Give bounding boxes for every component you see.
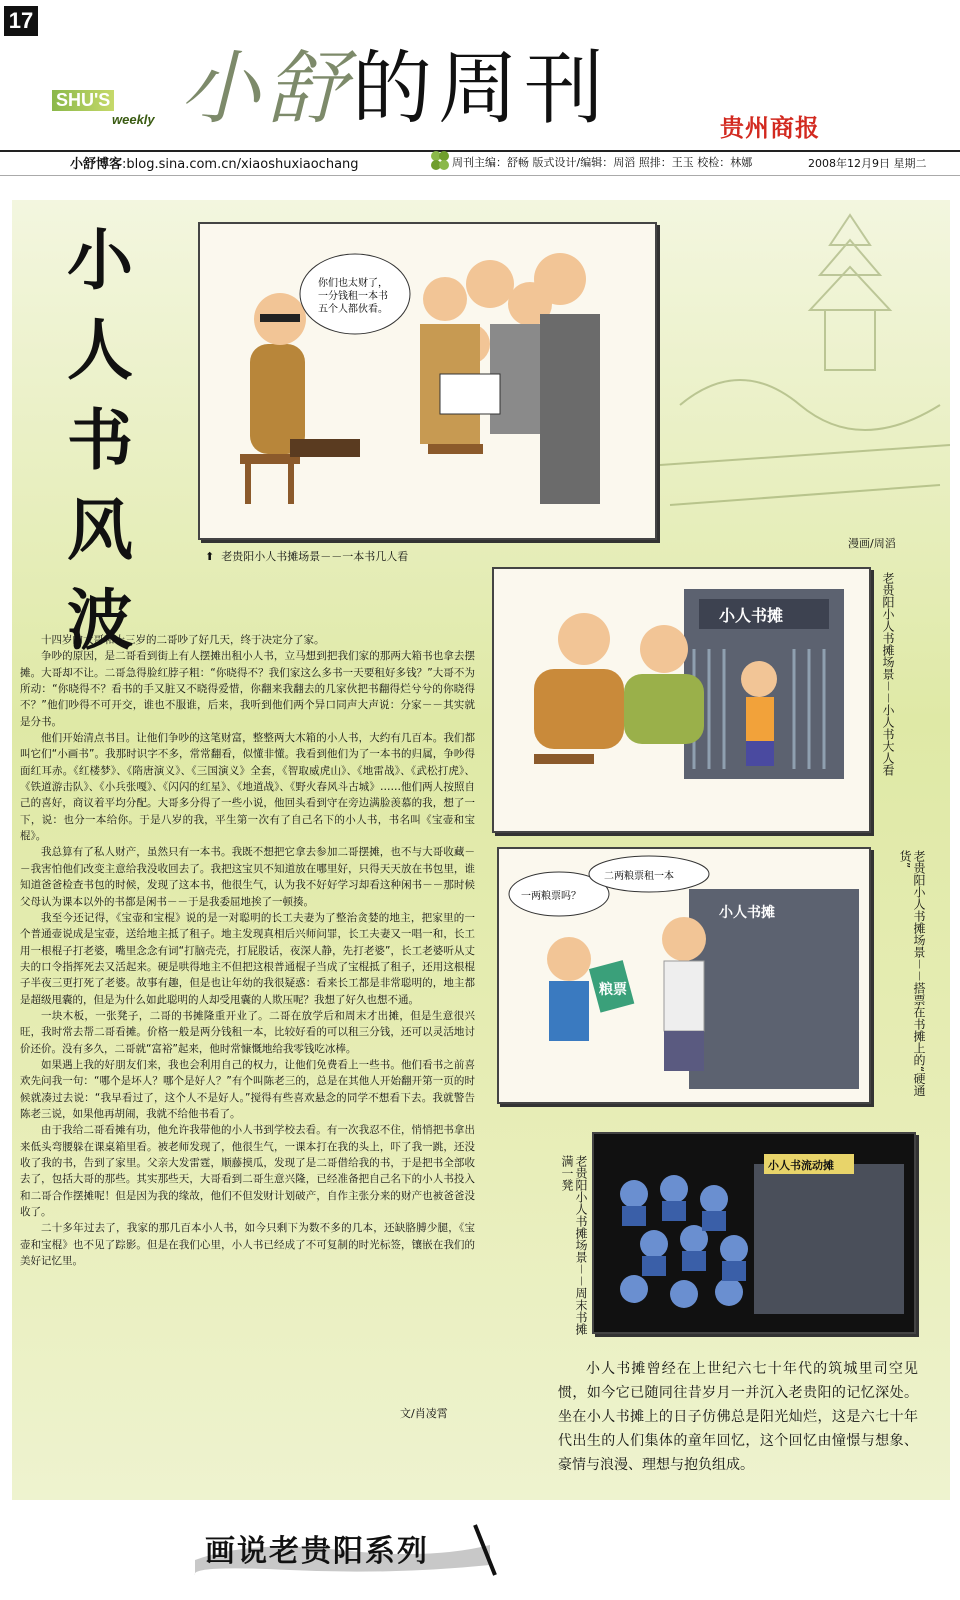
caption-1-text: 老贵阳小人书摊场景－－一本书几人看 [221,550,409,563]
feature-title-char: 书 [67,401,133,479]
cartoon-adults-reading [494,569,869,831]
feature-title-char: 波 [67,581,133,659]
illustration-3 [497,847,871,1104]
feature-title-char: 风 [67,491,133,569]
masthead-rest: 的周刊 [352,42,610,135]
article-paragraph: 如果遇上我的好朋友们来，我也会利用自己的权力，让他们免费看上一些书。他们看书之前喜欢先问我一句：“哪个是坏人？哪个是好人？”有个叫陈老三的，总是在其他人开始翻开第一页的时候就凑过去说：“我早看过了，这个人不是好人。”搅得有些喜欢悬念的同学不想看下去。我就警告陈老三说，如果他再胡闹，我就不给他书看了。 [20,1058,475,1120]
column-logo-suffix: weekly [112,112,155,127]
summary-text [558,1357,918,1477]
summary-paragraph: 小人书摊曾经在上世纪六七十年代的筑城里司空见惯，如今它已随同往昔岁月一并沉入老贵阳的记忆深处。坐在小人书摊上的日子仿佛总是阳光灿烂，这是六七十年代出生的人们集体的童年回忆，这个回忆由憧憬与想象、豪情与浪漫、理想与抱负组成。 [558,1361,918,1473]
bookstall-sign-4: 小人书流动摊 [768,1159,834,1172]
blog-label: 小舒博客 [70,157,123,172]
bookstall-sign-3: 小人书摊 [719,905,775,921]
paper-name: 贵州商报 [720,114,820,142]
feature-title-char: 人 [67,311,133,389]
issue-date: 2008年12月9日 星期二 [808,157,927,170]
old-guiyang-scenery [660,205,950,525]
article-paragraph: 由于我给二哥看摊有功，他允许我带他的小人书到学校去看。有一次我忍不住，悄悄把书拿出来低头弯腰躲在课桌箱里看。被老师发现了，他很生气，一课本打在我的头上，吓了我一跳，还没收了我的书，告到了家里。父亲大发雷霆，顺藤摸瓜，发现了是二哥借给我的书，于是把书全部收去了，包括大哥的那些。其实那些天，大哥看到二哥生意兴隆，已经准备把自己名下的小人书投入和二哥合作摆摊呢！但是因为我的缘故，他们不但发财计划破产，自作主张分来的财产也被爸爸没收了。 [20,1124,475,1219]
column-logo-name: SHU'S [52,90,114,111]
illustration-2 [492,567,871,833]
article-paragraph: 我至今还记得，《宝壶和宝棍》说的是一对聪明的长工夫妻为了整治贪婪的地主，把家里的一个普通壶说成是宝壶，送给地主抵了租子。地主发现真相后兴师问罪，长工夫妻又一唱一和，长工用一根棍子打老婆，嘴里念念有词“打脑壳壳，打屁股话，夜深人静，先打老婆”，长工老婆听从丈夫的口令指挥死去又活起来。硬是哄得地主不但把这根普通棍子当成了宝棍抵了租子，还用这根棍子半夜三更打死了老婆。故事有趣，但是也让年幼的我很疑惑：看来长工都是非常聪明的，地主都是超级甩囊的，但是为什么如此聪明的人却受甩囊的人欺压呢？我想了好久也想不通。 [20,911,475,1006]
blog-line [70,153,359,172]
article-byline: 文/肖凌霄 [400,1407,448,1420]
article-body [20,632,475,1269]
feature-title [55,215,145,665]
caption-1 [205,548,408,564]
header-rule [0,150,960,152]
credits-line: 周刊主编：舒畅 版式设计/编辑：周滔 照排：王玉 校检：林娜 [452,156,753,169]
cartoon-readers-crowd [200,224,655,538]
article-paragraph: 他们开始清点书目。让他们争吵的这笔财富，整整两大木箱的小人书，大约有几百本。我们都叫它们“小画书”。我那时识字不多，常常翻看，似懂非懂。我看到他们为了一本书的归属，争吵得面红耳赤。《红楼梦》、《隋唐演义》、《三国演义》全套，《智取威虎山》、《地雷战》、《武松打虎》、《铁道游击队》、《小兵张嘎》、《闪闪的红星》、《地道战》、《野火春风斗古城》……他们两人按照自己的喜好，商议着平均分配。大哥多分得了一些小说，他回头看到守在旁边满脸羡慕的我，想了一下，说：也分一本给你。于是八岁的我，平生第一次有了自己名下的小人书，书名叫《宝壶和宝棍》。 [20,732,475,843]
speech-bubble-1: 你们也太财了，一分钱租一本书五个人都伙看。 [318,278,388,315]
article-paragraph: 争吵的原因，是二哥看到街上有人摆摊出租小人书，立马想到把我们家的那两大箱书也拿去摆摊。大哥却不让。二哥急得脸红脖子粗：“你晓得不？我们家这么多书一天要租好多钱？”大哥不为所动：“你晓得不？看书的手又脏又不晓得爱惜，你翻来我翻去的几家伙把书翻得烂兮兮的你晓得不？”他们吵得不可开交，谁也不服谁，后来，我听到他们两个异口同声大声说：分家－－其实就是分书。 [20,650,475,728]
clover-icon [430,150,450,172]
ration-ticket: 粮票 [599,982,627,998]
header-subrule [0,175,960,176]
article-paragraph: 二十多年过去了，我家的那几百本小人书，如今只剩下为数不多的几本，还缺胳膊少腿，《宝壶和宝棍》也不见了踪影。但是在我们心里，小人书已经成了不可复制的时光标签，镶嵌在我们的美好记忆里。 [20,1222,475,1268]
article-paragraph: 一块木板，一张凳子，二哥的书摊隆重开业了。二哥在放学后和周末才出摊，但是生意很兴旺，我时常去帮二哥看摊。价格一般是两分钱租一本，比较好看的可以租三分钱，还可以灵活地讨价还价。没有多久，二哥就“富裕”起来，他时常慷慨地给我零钱吃冰棒。 [20,1009,475,1055]
article-paragraph: 我总算有了私人财产，虽然只有一本书。我既不想把它拿去参加二哥摆摊，也不与大哥收藏－－我害怕他们改变主意给我没收回去了。我把这宝贝不知道放在哪里好，只得天天放在书包里，谁知道爸爸检查书包的时候，发现了这本书，他很生气，认为我不好好学习却看这种闲书－－那时候父母认为课本以外的书都是闲书－－于是我委屈地挨了一顿揍。 [20,846,475,908]
illustration-credit: 漫画/周滔 [848,537,896,550]
blog-url[interactable]: :blog.sina.com.cn/xiaoshuxiaochang [122,157,359,172]
masthead-title [180,24,610,139]
caption-3: 老贵阳小人书摊场景－－搭票在书摊上的“硬通货” [898,850,926,1097]
cartoon-ration-ticket [499,849,869,1102]
feature-title-char: 小 [67,221,133,299]
speech-bubble-3-left: 一两粮票吗？ [521,891,581,902]
series-banner-text: 画说老贵阳系列 [205,1534,429,1569]
column-logo [52,90,162,130]
illustration-4 [592,1132,916,1334]
masthead-char-2: 舒 [266,42,352,135]
article-paragraph: 十四岁的大哥和十三岁的二哥吵了好几天，终于决定分了家。 [41,634,325,646]
speech-bubble-3-right: 二两粮票租一本 [604,871,674,882]
bookstall-sign-2: 小人书摊 [719,606,784,625]
masthead-char-1: 小 [180,42,266,135]
illustration-1 [198,222,657,540]
arrow-up-icon: ⬆ [205,550,215,563]
caption-2: 老贵阳小人书摊场景－－小人书大人看 [881,572,895,777]
page-number: 17 [4,6,38,36]
cartoon-weekend-crowd [594,1134,914,1332]
caption-4: 老贵阳小人书摊场景－－周末书摊满一凳 [560,1155,588,1336]
